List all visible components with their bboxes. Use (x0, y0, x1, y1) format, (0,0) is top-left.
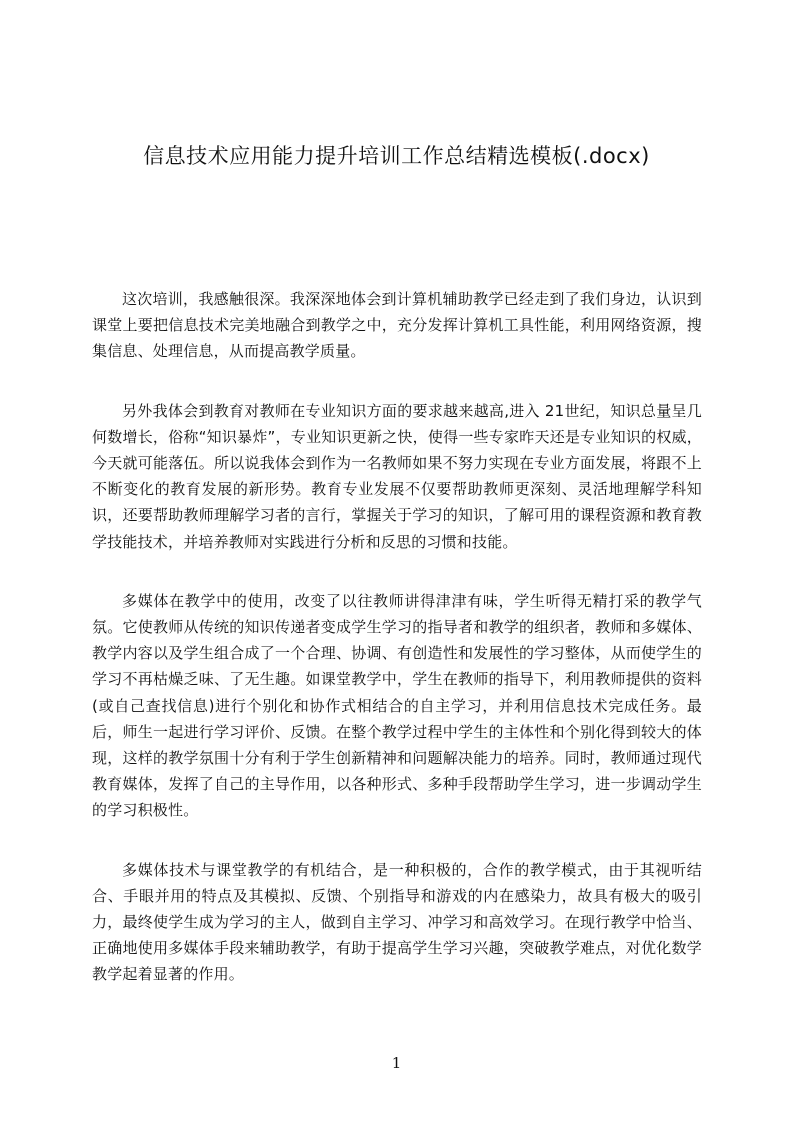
paragraph: 多媒体在教学中的使用，改变了以往教师讲得津津有味，学生听得无精打采的教学气氛。它使教师从传统的知识传递者变成学生学习的指导者和教学的组织者，教师和多媒体、教学内容以及学生组合成了一个合理、协调、有创造性和发展性的学习整体，从而使学生的学习不再枯燥乏味、了无生趣。如课堂教学中，学生在教师的指导下，利用教师提供的资料(或自己查找信息)进行个别化和协作式相结合的自主学习，并利用信息技术完成任务。最后，师生一起进行学习评价、反馈。在整个教学过程中学生的主体性和个别化得到较大的体现，这样的教学氛围十分有利于学生创新精神和问题解决能力的培养。同时，教师通过现代教育媒体，发挥了自己的主导作用，以各种形式、多种手段帮助学生学习，进一步调动学生的学习积极性。 (92, 591, 702, 820)
document-title: 信息技术应用能力提升培训工作总结精选模板(.docx) (143, 144, 650, 168)
page-number: 1 (391, 1054, 402, 1072)
paragraph: 多媒体技术与课堂教学的有机结合，是一种积极的，合作的教学模式，由于其视听结合、手眼并用的特点及其模拟、反馈、个别指导和游戏的内在感染力，故具有极大的吸引力，最终使学生成为学习的主人，做到自主学习、冲学习和高效学习。在现行教学中恰当、正确地使用多媒体手段来辅助教学，有助于提高学生学习兴趣，突破教学难点，对优化数学教学起着显著的作用。 (92, 860, 702, 984)
document-body (92, 286, 702, 1021)
paragraph: 这次培训，我感触很深。我深深地体会到计算机辅助教学已经走到了我们身边，认识到课堂上要把信息技术完美地融合到教学之中，充分发挥计算机工具性能，利用网络资源，搜集信息、处理信息，从而提高教学质量。 (92, 290, 702, 361)
paragraph: 另外我体会到教育对教师在专业知识方面的要求越来越高,进入 21世纪，知识总量呈几何数增长，俗称“知识暴炸”，专业知识更新之快，使得一些专家昨天还是专业知识的权威，今天就可能落伍。所以说我体会到作为一名教师如果不努力实现在专业方面发展，将跟不上不断变化的教育发展的新形势。教育专业发展不仅要帮助教师更深刻、灵活地理解学科知识，还要帮助教师理解学习者的言行，掌握关于学习的知识，了解可用的课程资源和教育教学技能技术，并培养教师对实践进行分析和反思的习惯和技能。 (92, 401, 702, 551)
